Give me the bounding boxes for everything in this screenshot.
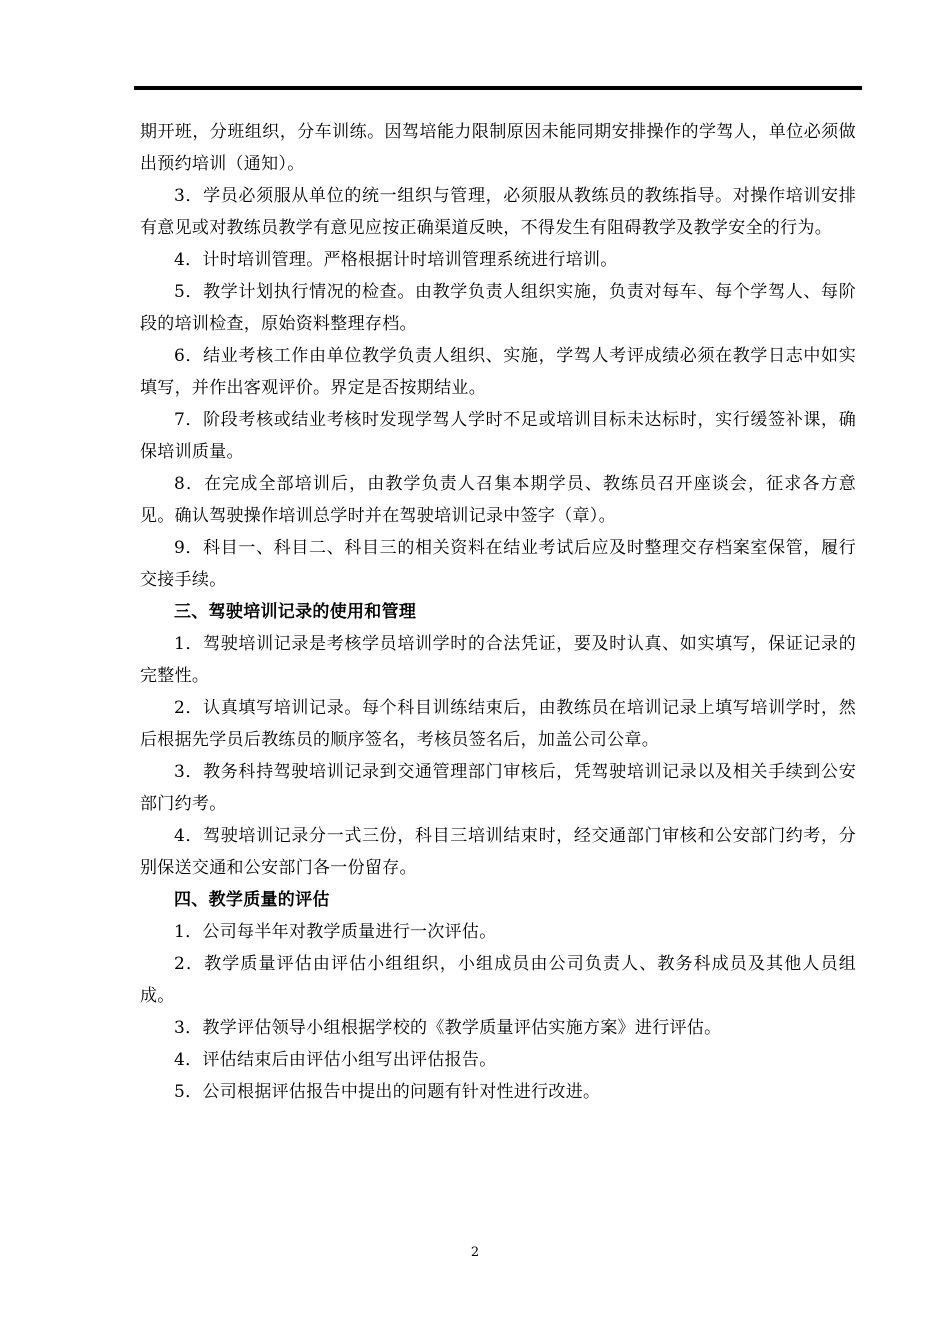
paragraph: 7．阶段考核或结业考核时发现学驾人学时不足或培训目标未达标时，实行缓签补课，确保培训质量。 xyxy=(140,410,856,462)
document-body xyxy=(140,116,856,1108)
paragraph: 4．评估结束后由评估小组写出评估报告。 xyxy=(174,1050,497,1070)
paragraph: 4．计时培训管理。严格根据计时培训管理系统进行培训。 xyxy=(174,250,618,270)
header-rule xyxy=(134,86,862,90)
paragraph: 5．教学计划执行情况的检查。由教学负责人组织实施，负责对每车、每个学驾人、每阶段的培训检查，原始资料整理存档。 xyxy=(140,282,856,334)
paragraph: 1．公司每半年对教学质量进行一次评估。 xyxy=(174,922,497,942)
section-heading: 三、驾驶培训记录的使用和管理 xyxy=(174,602,417,622)
paragraph: 2．认真填写培训记录。每个科目训练结束后，由教练员在培训记录上填写培训学时，然后根据先学员后教练员的顺序签名，考核员签名后，加盖公司公章。 xyxy=(140,698,856,750)
paragraph: 3．学员必须服从单位的统一组织与管理，必须服从教练员的教练指导。对操作培训安排有意见或对教练员教学有意见应按正确渠道反映，不得发生有阻碍教学及教学安全的行为。 xyxy=(140,186,856,238)
paragraph: 1．驾驶培训记录是考核学员培训学时的合法凭证，要及时认真、如实填写，保证记录的完整性。 xyxy=(140,634,856,686)
paragraph: 5．公司根据评估报告中提出的问题有针对性进行改进。 xyxy=(174,1082,601,1102)
paragraph: 6．结业考核工作由单位教学负责人组织、实施，学驾人考评成绩必须在教学日志中如实填写，并作出客观评价。界定是否按期结业。 xyxy=(140,346,856,398)
paragraph: 期开班，分班组织，分车训练。因驾培能力限制原因未能同期安排操作的学驾人，单位必须做出预约培训（通知）。 xyxy=(140,122,856,174)
paragraph: 8．在完成全部培训后，由教学负责人召集本期学员、教练员召开座谈会，征求各方意见。确认驾驶操作培训总学时并在驾驶培训记录中签字（章）。 xyxy=(140,474,856,526)
paragraph: 9．科目一、科目二、科目三的相关资料在结业考试后应及时整理交存档案室保管，履行交接手续。 xyxy=(140,538,856,590)
paragraph: 3．教学评估领导小组根据学校的《教学质量评估实施方案》进行评估。 xyxy=(174,1018,722,1038)
paragraph: 4．驾驶培训记录分一式三份，科目三培训结束时，经交通部门审核和公安部门约考，分别保送交通和公安部门各一份留存。 xyxy=(140,826,856,878)
section-heading: 四、教学质量的评估 xyxy=(174,890,330,910)
page-number: 2 xyxy=(470,1245,480,1260)
paragraph: 2．教学质量评估由评估小组组织，小组成员由公司负责人、教务科成员及其他人员组成。 xyxy=(140,954,856,1006)
paragraph: 3．教务科持驾驶培训记录到交通管理部门审核后，凭驾驶培训记录以及相关手续到公安部门约考。 xyxy=(140,762,856,814)
